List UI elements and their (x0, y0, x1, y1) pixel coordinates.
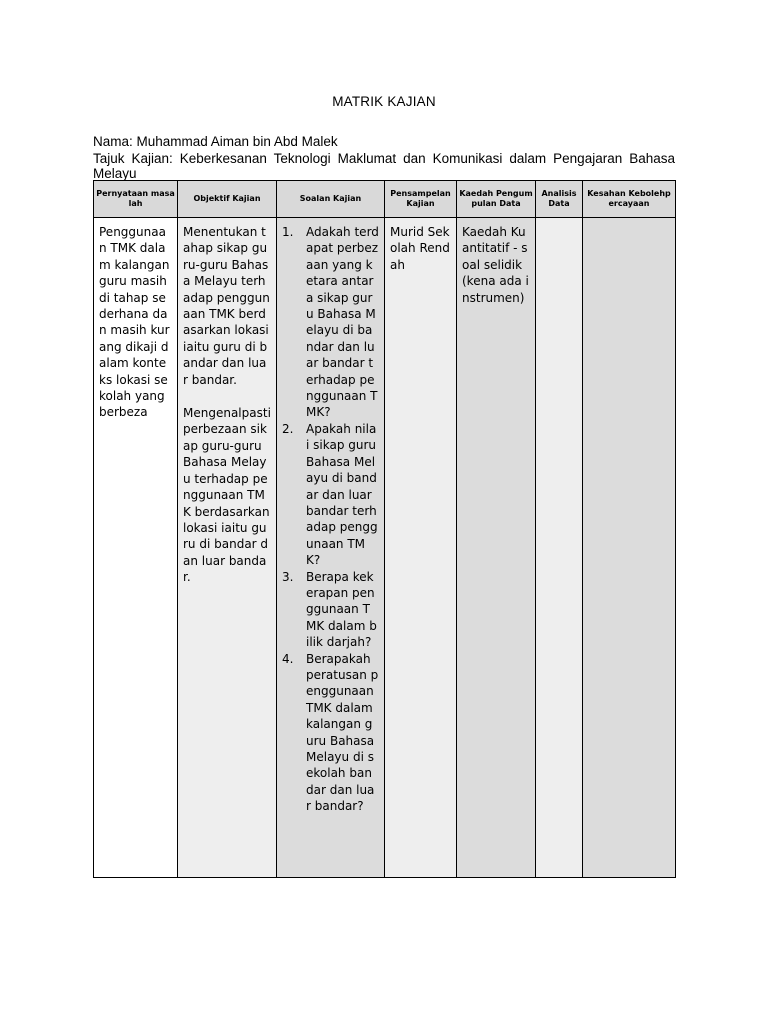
question-text: Berapa kekerapan penggunaan TMK dalam bilik darjah? (306, 569, 377, 650)
question-text: Adakah terdapat perbezaan yang ketara antara sikap guru Bahasa Melayu di bandar dan luar bandar terhadap penggunaan TMK? (306, 225, 379, 420)
question-text: Apakah nilai sikap guru Bahasa Melayu di bandar dan luar bandar terhadap penggunaan TMK? (306, 421, 378, 568)
sampling-text: Murid Sekolah Rendah (390, 225, 450, 272)
header-data-analysis: Analisis Data (536, 181, 583, 218)
header-sampling: Pensampelan Kajian (385, 181, 457, 218)
question-item (282, 421, 379, 569)
question-number: 1. (282, 225, 294, 239)
question-number: 3. (282, 569, 294, 584)
header-objectives: Objektif Kajian (178, 181, 277, 218)
question-item (282, 569, 379, 651)
author-name-line: Nama: Muhammad Aiman bin Abd Malek (93, 134, 338, 149)
questions-cell (277, 218, 385, 878)
header-problem-statement: Pernyataan masalah (94, 181, 178, 218)
question-item (282, 651, 379, 815)
research-questions-list (282, 224, 379, 815)
sampling-cell (385, 218, 457, 878)
objective-2-text: Mengenalpasti perbezaan sikap guru-guru Bahasa Melayu terhadap penggunaan TMK berdasarkan lokasi iaitu guru di bandar dan luar bandar. (183, 406, 271, 585)
table-row (94, 218, 676, 878)
question-item (282, 224, 379, 421)
question-number: 2. (282, 421, 294, 436)
document-title: MATRIK KAJIAN (332, 94, 436, 109)
validity-cell (583, 218, 676, 878)
objectives-cell (178, 218, 277, 878)
problem-statement-text: Penggunaan TMK dalam kalangan guru masih di tahap sederhana dan masih kurang dikaji dalam konteks lokasi sekolah yang berbeza (99, 225, 170, 420)
research-matrix-table (93, 180, 676, 878)
header-research-questions: Soalan Kajian (277, 181, 385, 218)
header-validity-reliability: Kesahan Kebolehpercayaan (583, 181, 676, 218)
data-analysis-cell (536, 218, 583, 878)
data-collection-text: Kaedah Kuantitatif - soal selidik (kena ada instrumen) (462, 225, 529, 305)
data-collection-cell (457, 218, 536, 878)
table-header-row (94, 181, 676, 218)
header-data-collection: Kaedah Pengumpulan Data (457, 181, 536, 218)
question-text: Berapakah peratusan penggunaan TMK dalam kalangan guru Bahasa Melayu di sekolah bandar dan luar bandar? (306, 651, 379, 814)
study-topic-line: Tajuk Kajian: Keberkesanan Teknologi Maklumat dan Komunikasi dalam Pengajaran Bahasa Melayu (93, 151, 675, 181)
question-number: 4. (282, 651, 294, 666)
problem-statement-cell (94, 218, 178, 878)
objective-1-text: Menentukan tahap sikap guru-guru Bahasa Melayu terhadap penggunaan TMK berdasarkan lokasi iaitu guru di bandar dan luar bandar. (183, 225, 270, 387)
